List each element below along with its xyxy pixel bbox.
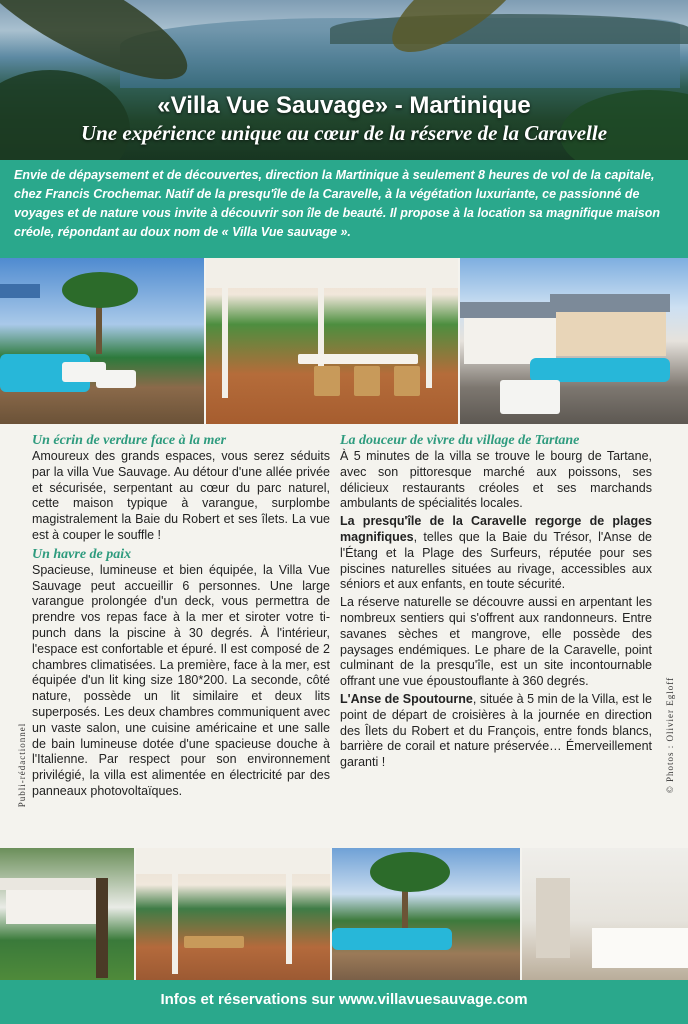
photo-garden-villa [0, 848, 134, 980]
dining-chair [394, 366, 420, 396]
paragraph [340, 692, 652, 771]
page-subtitle: Une expérience unique au cœur de la réserve de la Caravelle [80, 121, 608, 145]
paragraph [340, 514, 652, 593]
pool [530, 358, 670, 382]
veranda-post [222, 288, 228, 398]
paragraph: Amoureux des grands espaces, vous serez séduits par la villa Vue Sauvage. Au détour d'une allée privée et sécurisée, serpentant au cœur du parc naturel, cette maison typique à varangue, surplombe magistralement la Baie du Robert et ses îlets. La vue est à couper le souffle ! [32, 449, 330, 542]
veranda-post [172, 874, 178, 974]
article-column-left [32, 432, 330, 802]
photo-bedroom [522, 848, 688, 980]
section-heading: Un écrin de verdure face à la mer [32, 433, 227, 448]
villa-roof [460, 302, 560, 318]
dining-chair [314, 366, 340, 396]
page-title: «Villa Vue Sauvage» - Martinique [157, 92, 531, 119]
photo-pool-deck [0, 258, 204, 424]
photo-strip-top [0, 258, 688, 424]
photo-veranda-hammock [136, 848, 330, 980]
photo-villa-pool [460, 258, 688, 424]
photo-veranda-dining [206, 258, 458, 424]
pool [332, 928, 452, 950]
side-label-advertorial: Publi-rédactionnel [17, 722, 28, 808]
paragraph-text: , telles que la Baie du Trésor, l'Anse de l'Étang et la Plage des Surfeurs, réputée pour ses piscines naturelles situées au rivage, accessibles aux séniors et aux enfants, en toute sécurité. [340, 529, 652, 592]
photo-credit: © Photos : Olivier Egloff [665, 676, 676, 794]
tree-trunk [96, 878, 108, 978]
paragraph: À 5 minutes de la villa se trouve le bourg de Tartane, avec son pittoresque marché aux poissons, ses délicieux restaurants créoles et ses marchands ambulants de spécialités locales. [340, 449, 652, 511]
table [184, 936, 244, 948]
hero-banner-photo [0, 0, 688, 168]
paragraph-text: , située à 5 min de la Villa, est le point de départ de croisières à la journée en direction des Îlets du Robert et du François, entre fonds blancs, barrière de corail et nature préservée… Émerveillement garanti ! [340, 691, 652, 770]
villa-roof [550, 294, 670, 312]
section-heading: Un havre de paix [32, 546, 132, 562]
dining-chair [354, 366, 380, 396]
villa-roof [0, 878, 100, 890]
veranda-post [286, 874, 292, 964]
bed [592, 928, 688, 968]
villa-wall [556, 312, 666, 356]
doorway [536, 878, 570, 958]
sun-lounger [96, 370, 136, 388]
veranda-roof [136, 848, 330, 874]
roof-edge [0, 284, 40, 298]
veranda-roof [206, 258, 458, 288]
palm-crown [62, 272, 138, 308]
sun-lounger [500, 380, 560, 414]
paragraph: La réserve naturelle se découvre aussi en arpentant les nombreux sentiers qui s'offrent aux randonneurs. Entre savanes sèches et mangrove, elle possède des paysages endémiques. Le phare de la Caravelle, point culminant de la presqu'île, est un site incontournable offrant une vue époustouflante à 360 degrés. [340, 595, 652, 689]
paragraph: Spacieuse, lumineuse et bien équipée, la Villa Vue Sauvage peut accueillir 6 personnes. Une large varangue prolongée d'un deck, vous permettra de prendre vos repas face à la mer et siroter votre ti-punch dans la piscine à 30 degrés. À l'intérieur, l'espace est confortable et épuré. Il est composé de 2 chambres climatisées. La première, face à la mer, est équipée d'un lit king size 180*200. La seconde, côté nature, possède un lit similaire et deux lits superposés. Les deux chambres communiquent avec un vaste salon, une cuisine américaine et une salle de bain lumineuse dotée d'une spacieuse douche à l'Italienne. Par respect pour son environnement privilégié, la villa est alimentée en électricité par des panneaux photovoltaïques. [32, 562, 330, 798]
distant-hill [330, 14, 688, 44]
villa-wall [6, 888, 96, 924]
intro-paragraph: Envie de dépaysement et de découvertes, direction la Martinique à seulement 8 heures de vol de la capitale, chez Francis Crochemar. Natif de la presqu'île de la Caravelle, à la végétation luxuriante, ce passionné de voyages et de nature vous invite à découvrir son île de beauté. Il propose à la location sa magnifique maison créole, répondant au doux nom de « Villa Vue sauvage ». [0, 160, 688, 258]
bold-lead: L'Anse de Spoutourne [340, 691, 473, 706]
footer-reservation-banner: Infos et réservations sur www.villavuesauvage.com [0, 980, 688, 1024]
photo-strip-bottom [0, 848, 688, 980]
palm-crown [370, 852, 450, 892]
section-heading: La douceur de vivre du village de Tartane [340, 433, 580, 448]
photo-pool-palm [332, 848, 520, 980]
dining-table [298, 354, 418, 364]
bold-lead: La presqu'île de la Caravelle regorge de plages magnifiques [340, 514, 652, 544]
veranda-post [426, 288, 432, 388]
article-column-right [340, 432, 652, 773]
